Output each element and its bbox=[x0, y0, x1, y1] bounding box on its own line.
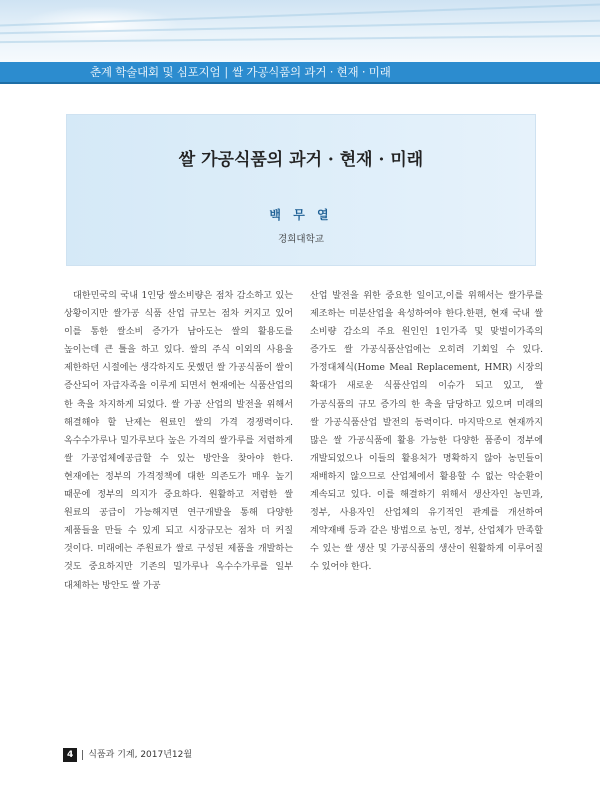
page-footer bbox=[63, 748, 192, 762]
section-topic: 쌀 가공식품의 과거 · 현재 · 미래 bbox=[232, 65, 391, 79]
body-left-column: 대한민국의 국내 1인당 쌀소비량은 점차 감소하고 있는 상황이지만 쌀가공 식품 산업 규모는 점차 커지고 있어 이를 통한 쌀소비 증가가 남아도는 쌀의 활용도를 높이는데 큰 틀을 하고 있다. 쌀의 주식 이외의 사용을 제한하던 시절에는 생각하지도 못했던 쌀 가공식품이 쌀이 증산되어 자급자족을 이루게 되면서 현재에는 식품산업의 한 축을 차지하게 되었다. 쌀 가공 산업의 발전을 위해서 해결해야 할 난제는 원료인 쌀의 가격 경쟁력이다. 옥수수가루나 밀가루보다 높은 가격의 쌀가루를 저렴하게 쌀 가공업체에공급할 수 있는 방안을 찾아야 한다. 현재에는 정부의 가격정책에 대한 의존도가 매우 높기 때문에 정부의 의지가 중요하다. 원활하고 저렴한 쌀 원료의 공급이 가능해지면 연구개발을 통해 다양한 제품들을 만들 수 있게 되고 시장규모는 점차 더 커질 것이다. 미래에는 주원료가 쌀로 구성된 제품을 개발하는 것도 중요하지만 기존의 밀가루나 옥수수가루를 일부 대체하는 방안도 쌀 가공 bbox=[64, 291, 293, 591]
section-name: 춘계 학술대회 및 심포지엄 bbox=[90, 65, 221, 79]
footer-divider bbox=[82, 750, 83, 760]
section-header-label bbox=[90, 64, 391, 80]
page-number: 4 bbox=[63, 748, 77, 762]
article-title: 쌀 가공식품의 과거 · 현재 · 미래 bbox=[178, 150, 424, 170]
header-separator: | bbox=[224, 65, 229, 79]
magazine-issue: 식품과 기계, 2017년12월 bbox=[88, 750, 193, 760]
article-author: 백 무 열 bbox=[269, 208, 333, 222]
author-affiliation: 경희대학교 bbox=[278, 234, 324, 245]
banner-glow bbox=[20, 6, 180, 44]
section-header-bar bbox=[0, 62, 600, 84]
top-banner bbox=[0, 0, 600, 62]
article-title-box bbox=[66, 114, 536, 266]
body-right-column: 산업 발전을 위한 중요한 일이고,이를 위해서는 쌀가루를 제조하는 미분산업을 육성하여야 한다.한편, 현재 국내 쌀 소비량 감소의 주요 원인인 1인가족 및 맞벌이가족의 증가도 쌀 가공식품산업에는 오히려 기회일 수 있다. 가정대체식(Home Meal Replacement, HMR) 시장의 확대가 새로운 식품산업의 이슈가 되고 있고, 쌀 가공식품의 규모 증가의 한 축을 담당하고 있으며 미래의 쌀 가공식품산업 발전의 동력이다. 마지막으로 현재까지 많은 쌀 가공식품에 활용 가능한 다양한 품종이 정부에 개발되었으나 이들의 활용처가 명확하지 않아 농민들이 재배하지 않으므로 산업체에서 활용할 수 없는 악순환이 계속되고 있다. 이를 해결하기 위해서 생산자인 농민과, 정부, 사용자인 산업체의 유기적인 관계를 개선하여 계약재배 등과 같은 방법으로 농민, 정부, 산업체가 만족할 수 있는 쌀 생산 및 가공식품의 생산이 원활하게 이루어질 수 있어야 한다. bbox=[310, 291, 543, 573]
